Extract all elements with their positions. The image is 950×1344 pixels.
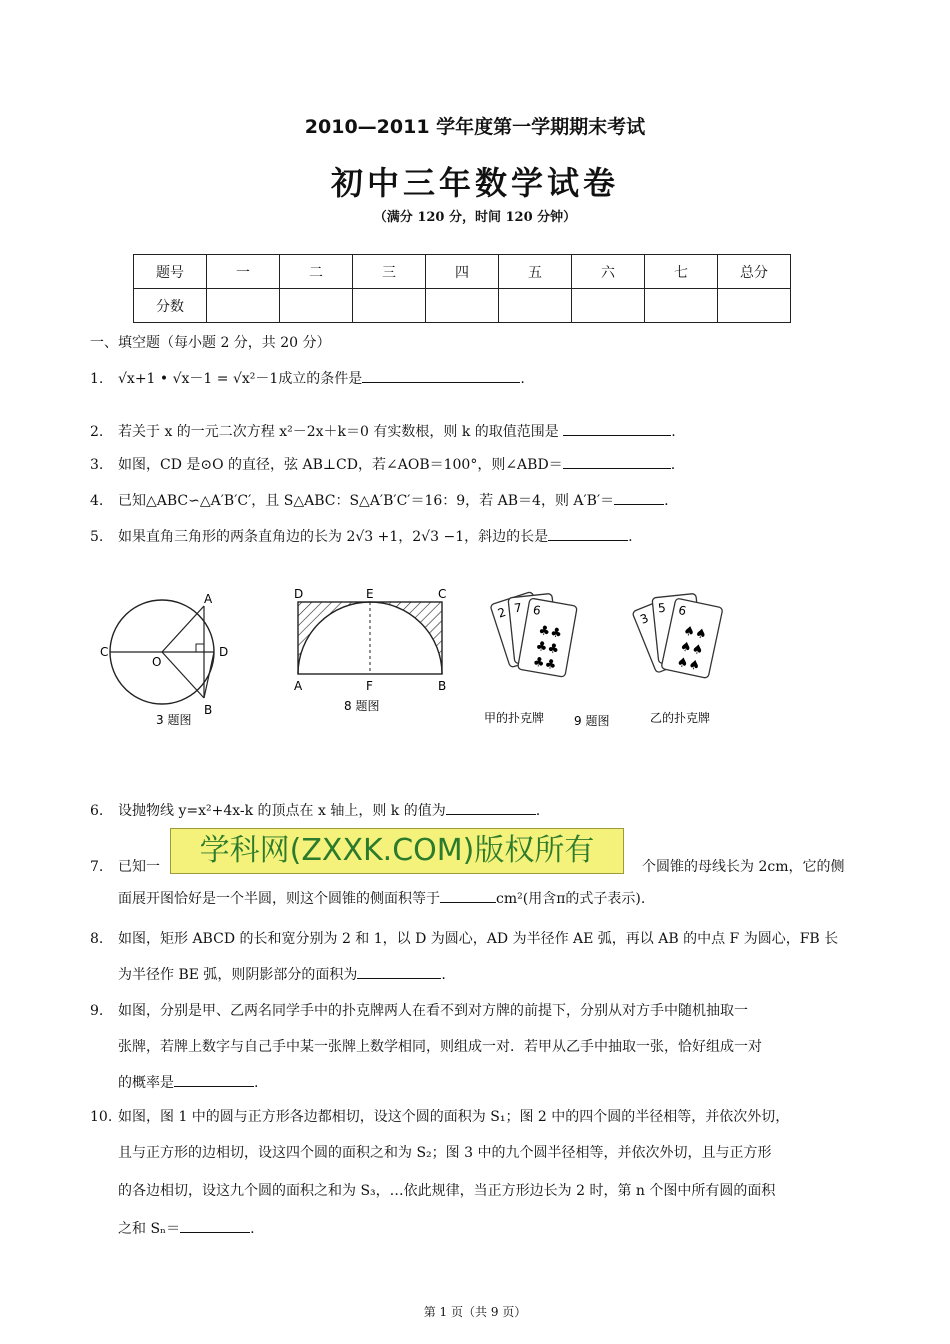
q6-end: . — [535, 803, 541, 819]
figure-8-rectangle — [288, 586, 458, 716]
q2-end: . — [671, 424, 676, 440]
question-9-cont2 — [90, 1072, 898, 1094]
figure-9-cards — [470, 580, 750, 730]
score-cell: 题号 — [134, 255, 207, 289]
card-left-3: 6 — [531, 602, 542, 618]
q2-text: 若关于 x 的一元二次方程 x²－2x＋k＝0 有实数根，则 k 的取值范围是 — [118, 424, 559, 440]
answer-blank[interactable] — [563, 454, 671, 469]
score-cell: 二 — [280, 255, 353, 289]
answer-blank[interactable] — [440, 888, 496, 903]
score-cell: 一 — [207, 255, 280, 289]
score-cell: 四 — [426, 255, 499, 289]
fig3-label-a: A — [204, 592, 213, 606]
fig8-caption: 8 题图 — [344, 699, 380, 713]
score-entry[interactable] — [280, 289, 353, 323]
question-6 — [90, 800, 870, 822]
q10-line2: 且与正方形的边相切，设这四个圆的面积之和为 S₂；图 3 中的九个圆半径相等，并依次外切，且与正方形 — [118, 1145, 772, 1161]
answer-blank[interactable] — [180, 1218, 250, 1233]
question-7-cont — [90, 888, 898, 910]
exam-main-title: 初中三年数学试卷 — [330, 164, 619, 202]
answer-blank[interactable] — [174, 1072, 254, 1087]
card-left-1: 2 — [495, 604, 508, 621]
answer-blank[interactable] — [614, 490, 664, 505]
question-number: 6. — [90, 803, 104, 819]
fig3-label-d: D — [219, 645, 229, 659]
q9-end: . — [254, 1075, 259, 1091]
answer-blank[interactable] — [563, 421, 671, 436]
q3-text: 如图，CD 是⊙O 的直径，弦 AB⊥CD，若∠AOB＝100°，则∠ABD＝ — [118, 457, 563, 473]
fig3-label-o: O — [152, 655, 162, 669]
score-cell: 七 — [645, 255, 718, 289]
fig8-label-e: E — [366, 587, 374, 601]
question-9-cont — [90, 1036, 918, 1058]
score-cell: 三 — [353, 255, 426, 289]
club-icon: ♣ — [534, 638, 549, 656]
score-table — [133, 254, 791, 323]
q1-formula: √x+1 • √x－1 = √x²－1 — [118, 371, 279, 387]
q8-line2: 为半径作 BE 弧，则阴影部分的面积为 — [118, 967, 358, 983]
question-number: 8. — [90, 931, 104, 947]
fig3-label-b: B — [204, 703, 213, 717]
question-1 — [90, 368, 870, 390]
card-left-2: 7 — [513, 600, 523, 616]
question-number: 5. — [90, 529, 104, 545]
fig8-label-d: D — [294, 587, 304, 601]
club-icon: ♣ — [531, 654, 546, 672]
question-number: 7. — [90, 859, 104, 875]
question-10-cont — [90, 1142, 918, 1164]
spade-icon: ♠ — [693, 625, 709, 643]
spade-icon: ♠ — [675, 654, 690, 672]
fig9-right-caption: 乙的扑克牌 — [650, 711, 711, 725]
q5-end: . — [628, 529, 633, 545]
question-5 — [90, 526, 870, 548]
watermark-banner: 学科网(ZXXK.COM)版权所有 — [170, 828, 624, 874]
question-number: 3. — [90, 457, 104, 473]
fig3-caption: 3 题图 — [156, 713, 192, 727]
answer-blank[interactable] — [548, 526, 628, 541]
q1-text: 成立的条件是 — [278, 371, 363, 387]
card-right-3: 6 — [677, 602, 688, 619]
club-icon: ♣ — [543, 656, 558, 674]
q4-end: . — [664, 493, 669, 509]
club-icon: ♣ — [546, 640, 561, 658]
fig9-left-caption: 甲的扑克牌 — [484, 711, 545, 725]
club-icon: ♣ — [537, 623, 552, 640]
exam-year-title: 2010—2011 学年度第一学期期末考试 — [304, 116, 646, 138]
score-entry[interactable] — [426, 289, 499, 323]
left-hand-cards — [490, 591, 577, 677]
figure-3-circle — [100, 592, 245, 727]
q9-line3: 的概率是 — [118, 1075, 174, 1091]
score-entry[interactable] — [353, 289, 426, 323]
q1-end: . — [520, 371, 525, 387]
question-2 — [90, 421, 870, 443]
card-right-1: 3 — [638, 610, 651, 627]
section-1-title: 一、填空题（每小题 2 分，共 20 分） — [90, 335, 331, 351]
answer-blank[interactable] — [446, 800, 536, 815]
score-cell: 六 — [572, 255, 645, 289]
q9-line1: 如图，分别是甲、乙两名同学手中的扑克牌两人在看不到对方牌的前提下，分别从对方手中随机抽取一 — [118, 1003, 748, 1019]
score-entry[interactable] — [207, 289, 280, 323]
spade-icon: ♠ — [686, 657, 702, 675]
page-footer: 第 1 页（共 9 页） — [423, 1305, 527, 1319]
q7-line2-end: cm²(用含π的式子表示). — [496, 891, 646, 907]
answer-blank[interactable] — [362, 368, 520, 383]
club-icon: ♣ — [549, 625, 564, 642]
question-10 — [90, 1106, 890, 1128]
score-entry[interactable] — [718, 289, 791, 323]
question-number: 4. — [90, 493, 104, 509]
q3-end: . — [670, 457, 676, 473]
q8-end: . — [441, 967, 446, 983]
q7-line2: 面展开图恰好是一个半圆，则这个圆锥的侧面积等于 — [118, 891, 440, 907]
q5-text: 如果直角三角形的两条直角边的长为 2√3 +1，2√3 −1，斜边的长是 — [118, 529, 549, 545]
right-hand-cards — [632, 593, 723, 678]
score-entry[interactable] — [499, 289, 572, 323]
spade-icon: ♠ — [690, 641, 705, 659]
q9-line2: 张牌，若牌上数字与自己手中某一张牌上数学相同，则组成一对．若甲从乙手中抽取一张，恰好组成一对 — [118, 1039, 762, 1055]
score-entry[interactable] — [572, 289, 645, 323]
score-entry[interactable] — [645, 289, 718, 323]
question-10-cont2 — [90, 1180, 918, 1202]
q8-line1: 如图，矩形 ABCD 的长和宽分别为 2 和 1，以 D 为圆心，AD 为半径作 AE 弧，再以 AB 的中点 F 为圆心，FB 长 — [118, 931, 839, 947]
spade-icon: ♠ — [678, 639, 693, 657]
answer-blank[interactable] — [357, 964, 441, 979]
question-4 — [90, 490, 870, 512]
score-cell: 总分 — [718, 255, 791, 289]
q10-line3: 的各边相切，设这九个圆的面积之和为 S₃，…依此规律，当正方形边长为 2 时，第 n 个图中所有圆的面积 — [118, 1183, 776, 1199]
q7-line1-start: 已知一 — [118, 859, 160, 875]
q10-line4: 之和 Sₙ＝ — [118, 1221, 181, 1237]
spade-icon: ♠ — [681, 623, 697, 641]
question-number: 2. — [90, 424, 104, 440]
q10-end: . — [250, 1221, 255, 1237]
fig8-label-b: B — [438, 679, 447, 693]
question-3 — [90, 454, 870, 476]
score-cell: 五 — [499, 255, 572, 289]
score-table-header-row — [134, 255, 791, 289]
question-number: 10. — [90, 1109, 113, 1125]
question-8 — [90, 928, 890, 950]
score-table-score-row — [134, 289, 791, 323]
q6-text: 设抛物线 y=x²+4x-k 的顶点在 x 轴上，则 k 的值为 — [118, 803, 446, 819]
fig9-caption: 9 题图 — [574, 714, 610, 728]
question-10-cont3 — [90, 1218, 898, 1240]
q7-line1-end: 个圆锥的母线长为 2cm，它的侧 — [642, 859, 845, 875]
q10-line1: 如图，图 1 中的圆与正方形各边都相切，设这个圆的面积为 S₁；图 2 中的四个圆的半径相等，并依次外切， — [118, 1109, 790, 1125]
question-number: 9. — [90, 1003, 104, 1019]
question-8-cont — [90, 964, 898, 986]
card-right-2: 5 — [657, 600, 667, 616]
fig3-label-c: C — [100, 645, 109, 659]
fig8-label-a: A — [294, 679, 303, 693]
score-row-label: 分数 — [134, 289, 207, 323]
exam-subtitle: （满分 120 分，时间 120 分钟） — [373, 210, 577, 225]
fig8-label-c: C — [438, 587, 447, 601]
question-number: 1. — [90, 371, 104, 387]
question-9 — [90, 1000, 890, 1022]
fig8-label-f: F — [366, 679, 373, 693]
q4-text: 已知△ABC∽△A′B′C′，且 S△ABC：S△A′B′C′＝16：9，若 AB＝4，则 A′B′＝ — [118, 493, 615, 509]
